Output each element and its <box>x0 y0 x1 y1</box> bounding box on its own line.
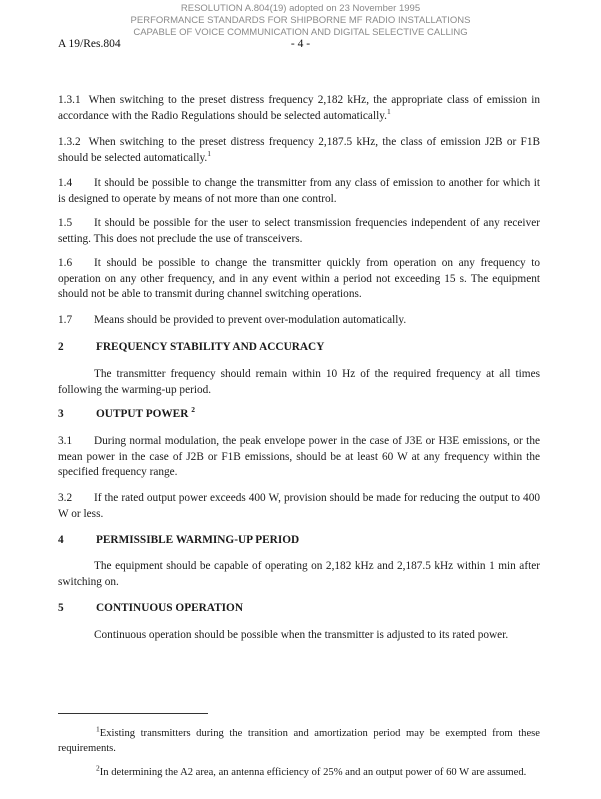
document-reference: A 19/Res.804 <box>58 38 121 50</box>
standard-title-line-2: CAPABLE OF VOICE COMMUNICATION AND DIGITAL SELECTIVE CALLING <box>133 27 468 38</box>
paragraph-2 <box>58 367 540 398</box>
section-number: 5 <box>58 602 64 614</box>
paragraph-1-6 <box>58 256 540 303</box>
section-number: 4 <box>58 534 64 546</box>
resolution-header-line: RESOLUTION A.804(19) adopted on 23 November 1995 <box>180 3 421 14</box>
footnote-text: In determining the A2 area, an antenna efficiency of 25% and an output power of 60 W are assumed. <box>99 767 527 778</box>
paragraph-text: If the rated output power exceeds 400 W, provision should be made for reducing the output to 400 W or less. <box>58 492 540 520</box>
paragraph-text: It should be possible to change the transmitter from any class of emission to another for which it is designed to operate by means of not more than one control. <box>58 177 540 205</box>
paragraph-number: 1.3.2 <box>58 136 81 148</box>
paragraph-number: 1.6 <box>58 257 73 269</box>
paragraph-text: During normal modulation, the peak envelope power in the case of J3E or H3E emissions, or the mean power in the case of J2B or F1B emissions, should be at least 60 W at any frequency within the specified frequency range. <box>58 435 540 478</box>
paragraph-number: 1.4 <box>58 177 73 189</box>
section-heading-5 <box>58 601 540 616</box>
paragraph-number: 1.3.1 <box>58 94 81 106</box>
paragraph-1-3-2 <box>58 135 540 166</box>
paragraph-number: 1.7 <box>58 314 73 326</box>
paragraph-1-3-1 <box>58 93 540 124</box>
footnote-separator <box>58 713 208 714</box>
paragraph-text: When switching to the preset distress frequency 2,187.5 kHz, the class of emission J2B or F1B should be selected automatically. <box>58 136 540 164</box>
page-number: - 4 - <box>290 38 311 50</box>
paragraph-text: Means should be provided to prevent over-modulation automatically. <box>94 314 407 326</box>
paragraph-text: It should be possible to change the transmitter quickly from operation on any frequency to operation on any other frequency, and in any event within a period not exceeding 15 s. The equipment should not be able to transmit during channel switching operations. <box>58 257 540 300</box>
paragraph-3-1 <box>58 434 540 481</box>
paragraph-number: 1.5 <box>58 217 73 229</box>
section-number: 3 <box>58 408 64 420</box>
paragraph-text: It should be possible for the user to select transmission frequencies independent of any receiver setting. This does not preclude the use of transceivers. <box>58 217 540 245</box>
section-heading-4 <box>58 533 540 548</box>
paragraph-number: 3.1 <box>58 435 73 447</box>
paragraph-text: The equipment should be capable of operating on 2,182 kHz and 2,187.5 kHz within 1 min after switching on. <box>58 560 540 588</box>
paragraph-4 <box>58 559 540 590</box>
footnote-reference: 1 <box>207 148 211 158</box>
paragraph-number: 3.2 <box>58 492 73 504</box>
footnote-mark: 2 <box>96 763 100 773</box>
footnote-2 <box>58 765 540 780</box>
standard-title-line-1: PERFORMANCE STANDARDS FOR SHIPBORNE MF RADIO INSTALLATIONS <box>130 15 471 26</box>
paragraph-3-2 <box>58 491 540 522</box>
section-title: OUTPUT POWER <box>96 408 189 420</box>
section-title: FREQUENCY STABILITY AND ACCURACY <box>96 341 325 353</box>
paragraph-text: When switching to the preset distress frequency 2,182 kHz, the appropriate class of emission in accordance with the Radio Regulations should be selected automatically. <box>58 94 540 122</box>
section-heading-3 <box>58 407 540 422</box>
section-title: PERMISSIBLE WARMING-UP PERIOD <box>96 534 300 546</box>
paragraph-text: The transmitter frequency should remain within 10 Hz of the required frequency at all times following the warming-up period. <box>58 368 540 396</box>
paragraph-1-5 <box>58 216 540 247</box>
footnote-mark: 1 <box>96 724 100 734</box>
section-heading-2 <box>58 340 540 355</box>
section-title: CONTINUOUS OPERATION <box>96 602 243 614</box>
paragraph-5 <box>58 628 540 644</box>
paragraph-1-7 <box>58 313 540 329</box>
footnote-reference: 1 <box>386 106 391 116</box>
paragraph-text: Continuous operation should be possible when the transmitter is adjusted to its rated power. <box>94 629 509 641</box>
footnote-1 <box>58 726 540 756</box>
section-number: 2 <box>58 341 64 353</box>
footnote-text: Existing transmitters during the transition and amortization period may be exempted from these requirements. <box>58 728 540 754</box>
paragraph-1-4 <box>58 176 540 207</box>
footnote-reference: 2 <box>191 405 195 415</box>
